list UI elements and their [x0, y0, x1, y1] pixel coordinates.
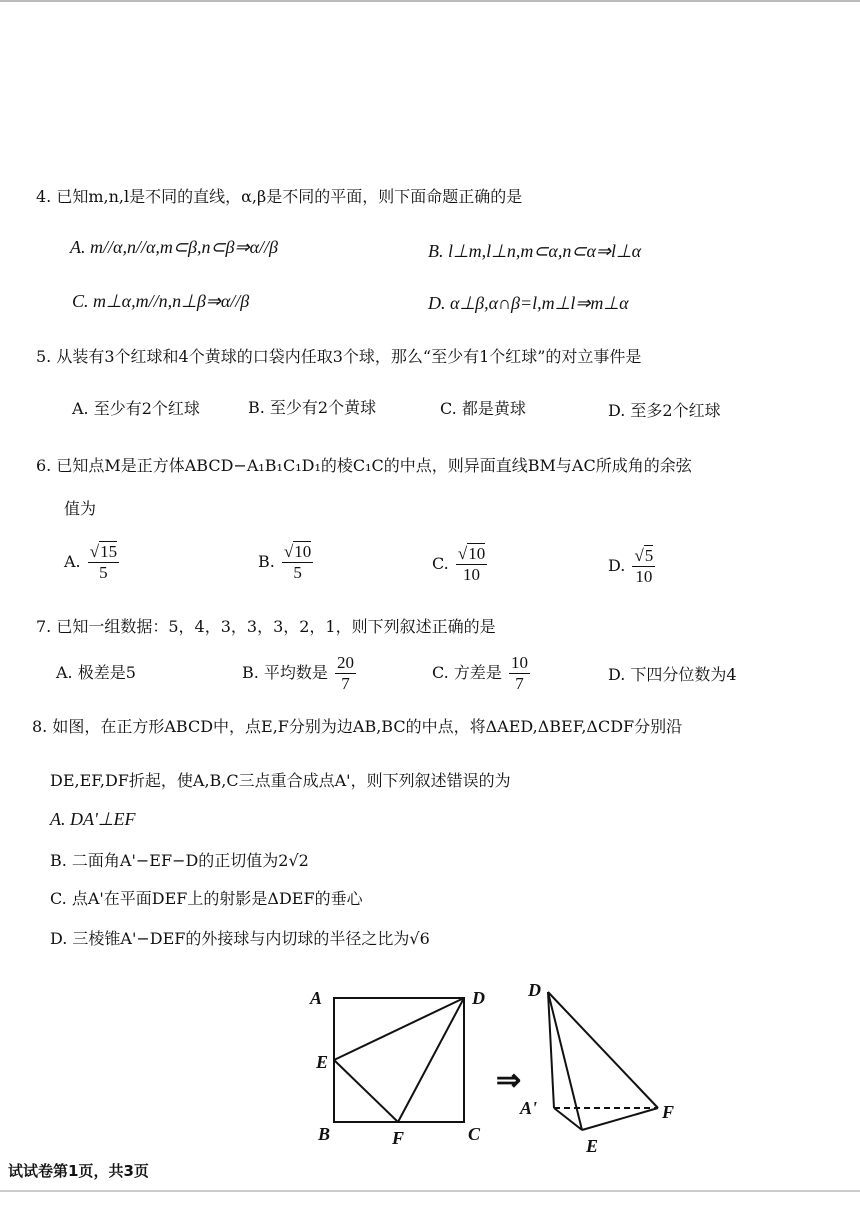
- segment-ef: [334, 1060, 398, 1122]
- label-f: F: [392, 1128, 405, 1148]
- q5-option-c: C. 都是黄球: [440, 399, 526, 418]
- label-a: A: [310, 988, 323, 1008]
- geometry-figure: [300, 972, 720, 1166]
- q5-stem: 5. 从装有3个红球和4个黄球的口袋内任取3个球，那么“至少有1个红球”的对立事件是: [36, 347, 642, 366]
- q8-stem-line2: DE,EF,DF折起，使A,B,C三点重合成点A'，则下列叙述错误的为: [50, 771, 511, 790]
- q8-option-c: C. 点A'在平面DEF上的射影是ΔDEF的垂心: [50, 889, 363, 908]
- q7-option-d: D. 下四分位数为4: [608, 665, 737, 684]
- q5-option-a: A. 至少有2个红球: [72, 399, 200, 418]
- top-border: [0, 0, 860, 2]
- q7-option-c-numerator: 10: [510, 653, 528, 672]
- q4-stem: 4. 已知m,n,l是不同的直线，α,β是不同的平面，则下面命题正确的是: [36, 187, 523, 206]
- q7-option-a: A. 极差是5: [56, 663, 136, 682]
- q7-option-c-denominator: 7: [515, 674, 524, 693]
- q7-option-c: [432, 650, 532, 696]
- q6-option-d-denominator: 10: [635, 567, 653, 586]
- square-diagram: [334, 998, 464, 1122]
- q6-option-a-numerator: 15: [100, 542, 118, 561]
- q8-option-d: D. 三棱锥A'−DEF的外接球与内切球的半径之比为√6: [50, 929, 430, 948]
- q7-option-b-fraction: [335, 653, 356, 694]
- pyramid-label-f: F: [662, 1102, 675, 1122]
- pyramid-label-a1: A': [520, 1098, 538, 1118]
- q4-option-b: B. l⊥m,l⊥n,m⊂α,n⊂α⇒l⊥α: [428, 241, 642, 261]
- label-b: B: [318, 1124, 331, 1144]
- q6-option-a-fraction: $\frac{√15}{5}$: [89, 542, 118, 582]
- q7-option-c-text: C. 方差是: [432, 663, 502, 682]
- label-d: D: [472, 988, 485, 1008]
- edge-d-e: [548, 992, 582, 1130]
- q6-option-a-label: A.: [64, 552, 81, 571]
- q6-option-c-numerator: 10: [468, 544, 486, 563]
- q6-option-d: [608, 542, 657, 590]
- q7-option-b: [242, 650, 358, 696]
- label-c: C: [468, 1124, 481, 1144]
- q6-option-c-label: C.: [432, 554, 449, 573]
- q7-option-b-numerator: 20: [337, 653, 355, 672]
- q6-option-c-denominator: 10: [463, 565, 481, 584]
- segment-fd: [398, 998, 464, 1122]
- q6-option-b-numerator: 10: [294, 542, 312, 561]
- q5-option-b: B. 至少有2个黄球: [248, 398, 377, 417]
- fold-arrow: ⇒: [496, 1064, 522, 1097]
- q7-stem: 7. 已知一组数据：5，4，3，3，3，2，1，则下列叙述正确的是: [36, 617, 496, 636]
- q4-option-a: A. m//α,n//α,m⊂β,n⊂β⇒α//β: [70, 237, 278, 257]
- q6-option-d-fraction: $\frac{√5}{10}$: [634, 546, 654, 586]
- label-e: E: [316, 1052, 329, 1072]
- geometry-figure-svg: [300, 972, 720, 1162]
- q8-option-b: B. 二面角A'−EF−D的正切值为2√2: [50, 851, 309, 870]
- q7-option-c-fraction: [509, 653, 530, 694]
- bottom-border: [0, 1190, 860, 1192]
- q6-option-d-label: D.: [608, 556, 626, 575]
- q6-option-d-numerator: 5: [644, 546, 654, 565]
- page-footer: 试试卷第1页，共3页: [8, 1162, 149, 1180]
- q7-option-b-denominator: 7: [341, 674, 350, 693]
- segment-ed: [334, 998, 464, 1060]
- q6-option-a: [64, 538, 121, 586]
- q4-option-c: C. m⊥α,m//n,n⊥β⇒α//β: [72, 291, 250, 311]
- q6-option-b: [258, 538, 315, 586]
- q6-option-b-denominator: 5: [293, 563, 302, 582]
- q6-option-b-fraction: $\frac{√10}{5}$: [283, 542, 312, 582]
- edge-d-f: [548, 992, 658, 1108]
- pyramid-label-e: E: [586, 1136, 599, 1156]
- q7-option-b-text: B. 平均数是: [242, 663, 328, 682]
- edge-e-f: [582, 1108, 658, 1130]
- pyramid-label-d: D: [528, 980, 541, 1000]
- square-outline: [334, 998, 464, 1122]
- q4-option-d: D. α⊥β,α∩β=l,m⊥l⇒m⊥α: [428, 293, 629, 313]
- q8-option-a: A. DA'⊥EF: [50, 809, 136, 829]
- q6-option-c: [432, 540, 489, 588]
- q5-option-d: D. 至多2个红球: [608, 401, 721, 420]
- q6-option-a-denominator: 5: [99, 563, 108, 582]
- q6-option-c-fraction: $\frac{√10}{10}$: [457, 544, 486, 584]
- pyramid-diagram: [548, 992, 658, 1130]
- q8-stem-line1: 8. 如图，在正方形ABCD中，点E,F分别为边AB,BC的中点，将ΔAED,ΔBEF,ΔCDF分别沿: [32, 717, 683, 736]
- q6-option-b-label: B.: [258, 552, 275, 571]
- q6-stem-line1: 6. 已知点M是正方体ABCD−A₁B₁C₁D₁的棱C₁C的中点，则异面直线BM与AC所成角的余弦: [36, 456, 692, 475]
- q6-stem-line2: 值为: [64, 499, 97, 518]
